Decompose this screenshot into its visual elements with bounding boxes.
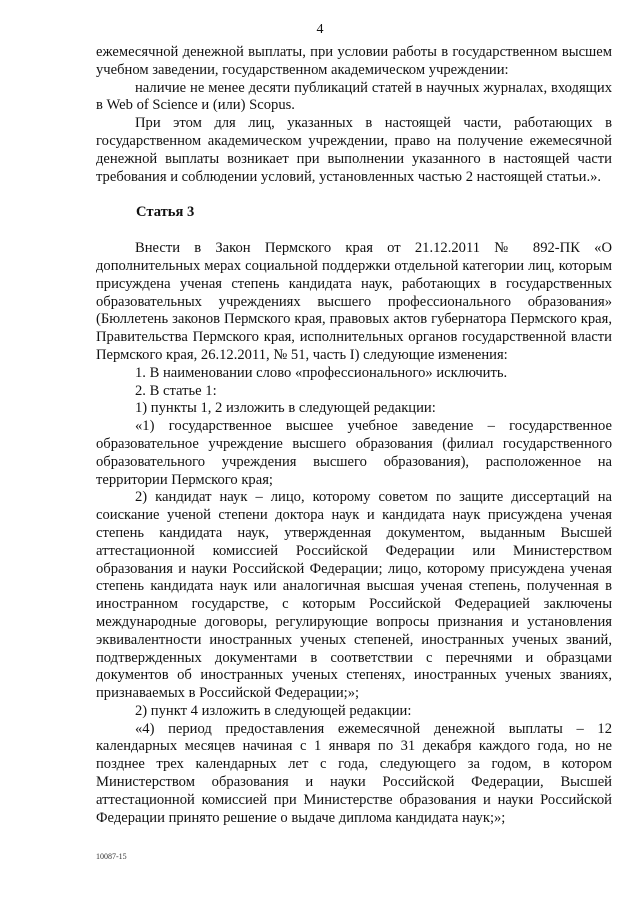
paragraph-definition-2: 2) кандидат наук – лицо, которому советом по защите диссертаций на соискание ученой степени доктора наук и кандидата наук присуждена ученая степень кандидата наук, утвержденная документом, выданным Высшей аттестационной комиссией Российской Федерации или Министерством образования и науки Российской Федерации; лицо, которому присуждена ученая степень кандидата наук или аналогичная высшая ученая степень, полученная в иностранном государстве, с которым Российской Федерацией заключены международные договоры, регулирующие вопросы признания и установления эквивалентности иностранных ученых степеней, иностранных ученых званий, подтвержденных документами в соответствии с перечнями и образцами документов об иностранных ученых степенях, иностранных ученых званиях, признаваемых в Российской Федерации;»; — [96, 489, 612, 702]
list-item-points-1-2: 1) пункты 1, 2 изложить в следующей редакции: — [135, 400, 436, 417]
paragraph-definition-4: «4) период предоставления ежемесячной денежной выплаты – 12 календарных месяцев начиная с 1 января по 31 декабря каждого года, но не позднее трех календарных лет с года, следующего за годом, в котором Министерством образования и науки Российской Федерации, Высшей аттестационной комиссией при Министерстве образования и науки Российской Федерации принято решение о выдаче диплома кандидата наук;»; — [96, 720, 612, 826]
list-item-article-1: 2. В статье 1: — [135, 382, 217, 399]
document-code: 10087-15 — [96, 852, 127, 861]
article-heading: Статья 3 — [136, 204, 195, 221]
list-item-title-change: 1. В наименовании слово «профессионального» исключить. — [135, 364, 508, 381]
paragraph-definition-1: «1) государственное высшее учебное заведение – государственное образовательное учреждение высшего образования (филиал государственного образовательного учреждения высшего образования), расположенное на территории Пермского края; — [96, 418, 612, 488]
page-number: 4 — [316, 22, 324, 37]
paragraph-continuation: ежемесячной денежной выплаты, при условии работы в государственном высшем учебном заведении, государственном академическом учреждении: — [96, 44, 612, 78]
list-item-point-4: 2) пункт 4 изложить в следующей редакции: — [135, 702, 412, 719]
paragraph-publications: наличие не менее десяти публикаций статей в научных журналах, входящих в Web of Science и (или) Scopus. — [96, 79, 612, 114]
paragraph-academic-institutions: При этом для лиц, указанных в настоящей части, работающих в государственном академическом учреждении, право на получение ежемесячной денежной выплаты возникает при выполнении указанного в настоящей части требования и соблюдении условий, установленных частью 2 настоящей статьи.». — [96, 115, 612, 185]
paragraph-amendment-intro: Внести в Закон Пермского края от 21.12.2011 № 892-ПК «О дополнительных мерах социальной поддержки отдельной категории лиц, которым присуждена ученая степень кандидата наук, работающих в государственных образовательных учреждениях высшего профессионального образования» (Бюллетень законов Пермского края, правовых актов губернатора Пермского края, Правительства Пермского края, исполнительных органов государственной власти Пермского края, 26.12.2011, № 51, часть I) следующие изменения: — [96, 240, 612, 363]
document-body — [96, 44, 612, 827]
